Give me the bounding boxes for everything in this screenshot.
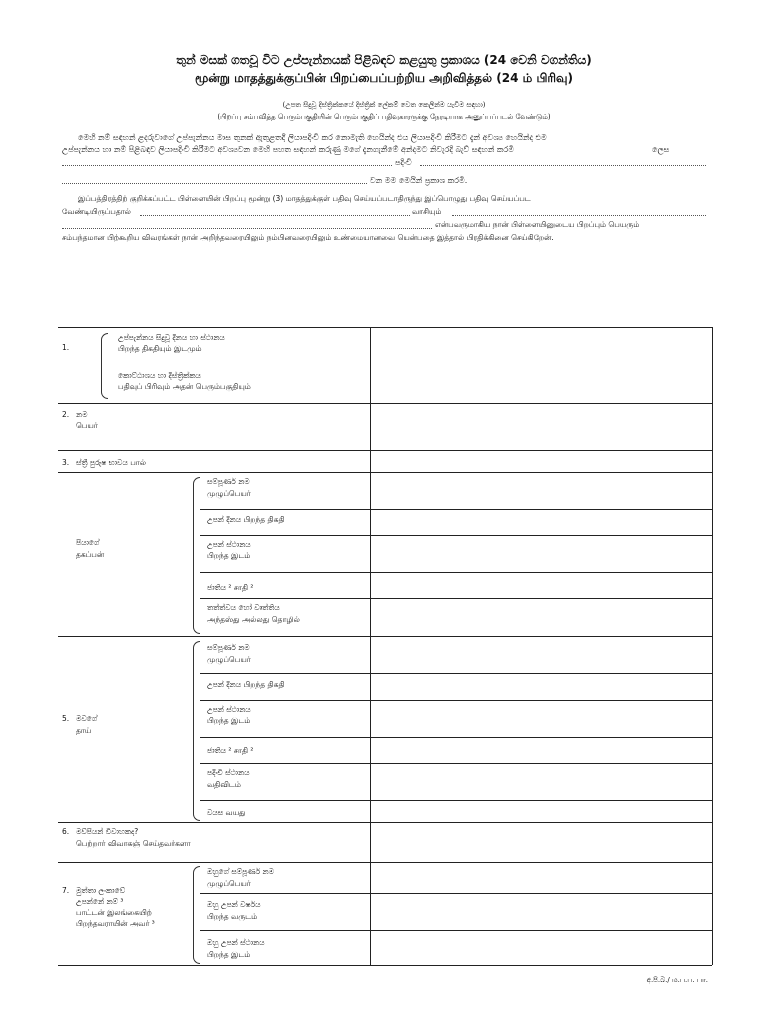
tamil-line-4: சம்பந்தமான பிற்கூறிய விவரங்கள் நான் அறிந்தவரையிலும் நம்பினவரையிலும் உண்மையானவை யென்பதை இத்தால் பிரதிக்கினை செய்கிறேன். xyxy=(62,233,554,242)
tamil-blank-1[interactable] xyxy=(140,215,410,216)
row-number-7: 7. xyxy=(62,886,70,895)
declaration-line-3-end: පදිංචි xyxy=(395,158,412,167)
mother-label: මවගේ xyxy=(76,714,98,723)
grandfather-birth-year-label-ta: பிறந்த வருடம் xyxy=(207,912,258,921)
parents-married-label-ta: பெற்றார் விவாகஞ் செய்தவர்களா xyxy=(76,839,191,848)
father-race-label: ජාතිය ² சாதி ² xyxy=(207,583,254,592)
mother-age-label: වයස வயது xyxy=(207,808,246,817)
father-birth-place-label-ta: பிறந்த இடம் xyxy=(207,551,251,560)
birth-date-place-label: උප්පැන්නය සිදුවූ දිනය හා ස්ථානය xyxy=(118,333,225,342)
father-full-name-label-ta: முழுப்பெயர் xyxy=(207,489,251,498)
answer-birth-date-place[interactable] xyxy=(372,329,710,401)
declaration-blank-1[interactable] xyxy=(62,165,392,166)
grandfather-full-name-label-ta: முழுப்பெயர் xyxy=(207,879,251,888)
grandfather-label-2: උපන්නේ නම් ³ xyxy=(76,897,124,906)
tamil-line-2-end: வாசியும் xyxy=(412,207,442,216)
grandfather-birth-year-label: ඔහු උපන් වර්ෂය xyxy=(207,900,261,909)
grandfather-brace xyxy=(193,866,200,964)
tamil-line-1: இப்பத்திரத்திற் குறிக்கப்பட்ட பிள்ளையின் பிறப்பு மூன்று (3) மாதத்துக்குள் பதிவு செய்யப்படாதிருந்து இப்பொழுது பதிவு செய்யப்பட xyxy=(78,194,531,203)
mother-birth-place-label-ta: பிறந்த இடம் xyxy=(207,716,251,725)
name-label: නම xyxy=(76,410,88,419)
grandfather-label-ta-2: பிறந்தவராயின் அவர் ³ xyxy=(76,919,155,928)
mother-brace xyxy=(193,641,200,821)
answer-parents-married[interactable] xyxy=(372,824,710,860)
birth-date-place-label-ta: பிறந்த திகதியும் இடமும் xyxy=(118,344,202,353)
answer-father-details[interactable] xyxy=(372,474,710,634)
mother-residence-label: පදිංචි ස්ථානය xyxy=(207,768,250,777)
grandfather-full-name-label: ඔහුගේ සම්පූර්ණ නම xyxy=(207,867,274,876)
division-district-label-ta: பதிவுப் பிரிவும் அதன் பெரும்பகுதியும் xyxy=(118,382,251,391)
row-number-6: 6. xyxy=(62,827,70,836)
row1-brace xyxy=(101,333,108,399)
father-occupation-label: තත්ත්වය හෝ වෘත්තිය xyxy=(207,603,280,612)
subtitle-sinhala: (උපත සිදුවූ දිස්ත්‍රික්කයේ දිස්ත්‍රික් ලේකම් වෙත කෙලින්ම යැවිම සඳහා) xyxy=(282,101,486,109)
grandfather-birth-place-label-ta: பிறந்த இடம் xyxy=(207,950,251,959)
form-code: අ.පි.බ./ ம.ப.ப. பா. xyxy=(646,976,708,984)
grandfather-label-1: මුත්තා ලංකාවේ xyxy=(76,886,126,895)
tamil-line-2-start: வேண்டியிருப்பதால் xyxy=(62,207,131,216)
tamil-blank-3[interactable] xyxy=(62,228,432,229)
answer-name[interactable] xyxy=(372,405,710,448)
declaration-line-1: මෙහි නම් සඳහන් ළදරුවාගේ උප්පැන්නය මාස තුනක් ඇතුළතදී ලියාපදිංචි කර නොමැති හෙයින්ද එය ලියාපදිංචි කිරීමට දැන් අවශ්‍ය හෙයින්ද එම xyxy=(78,133,547,142)
parents-married-label: මව්පියන් විවාහකද? xyxy=(76,827,139,836)
row-number-1: 1. xyxy=(62,343,70,352)
answer-grandfather-details[interactable] xyxy=(372,864,710,963)
mother-full-name-label: සම්පූර්ණ නම xyxy=(207,643,250,652)
declaration-blank-2[interactable] xyxy=(420,165,706,166)
answer-gender[interactable] xyxy=(372,452,710,470)
form-title-sinhala: තුන් මසක් ගතවූ විට උප්පැන්නයක් පිළිබඳව කළයුතු ප්‍රකාශය (24 වෙනි වගන්තිය) xyxy=(176,53,592,67)
mother-birth-place-label: උපන් ස්ථානය xyxy=(207,705,251,714)
father-occupation-label-ta: அந்தஸ்து அல்லது தொழில் xyxy=(207,615,300,624)
row-number-3: 3. xyxy=(62,458,70,467)
row-number-5: 5. xyxy=(62,714,70,723)
father-brace xyxy=(193,477,200,634)
father-full-name-label: සම්පූර්ණ නම xyxy=(207,477,250,486)
row-number-2: 2. xyxy=(62,410,70,419)
answer-mother-details[interactable] xyxy=(372,638,710,820)
grandfather-label-ta-1: பாட்டன் இலங்கையிற் xyxy=(76,908,152,917)
tamil-line-3-end: என்பவருமாகிய நான் பிள்ளையினுடைய பிறப்பும் பெயரும் xyxy=(435,220,640,229)
father-label: පියාගේ xyxy=(76,538,100,547)
father-birth-date-label: උපන් දිනය பிறந்த திகதி xyxy=(207,515,285,524)
subtitle-tamil: (பிறப்பு சம்பவித்த பெரும்பகுதியின் பெரும்பகுதிப் பதிவுகாரருக்கு நேரடியாக அனுப்பப்படல் வேண்டும்) xyxy=(217,113,551,121)
declaration-line-2-end: ලෙස xyxy=(652,145,670,154)
declaration-line-4-end: වන මම මෙයින් ප්‍රකාශ කරමි. xyxy=(370,176,468,185)
mother-birth-date-label: උපන් දිනය பிறந்த திகதி xyxy=(207,680,285,689)
gender-label: ස්ත්‍රී පුරුෂ භාවය பால் xyxy=(76,458,146,467)
tamil-blank-2[interactable] xyxy=(452,215,706,216)
name-label-ta: பெயர் xyxy=(76,421,98,430)
grandfather-birth-place-label: ඔහු උපන් ස්ථානය xyxy=(207,938,265,947)
mother-race-label: ජාතිය ² சாதி ² xyxy=(207,746,254,755)
father-birth-place-label: උපන් ස්ථානය xyxy=(207,540,251,549)
mother-label-ta: தாய் xyxy=(76,726,92,735)
father-label-ta: தகப்பன் xyxy=(76,550,105,559)
declaration-blank-3[interactable] xyxy=(62,183,367,184)
declaration-line-2: උප්පැන්නය හා නම් පිළිබඳව ලියාපදිංචි කිරීමට අවශ්‍යවන මෙහි පහත සඳහන් කරුණු මගේ දැනගැනීමේ අන්දමට නිවැරදි බැව් සඳහන් කරමි xyxy=(62,145,514,154)
mother-full-name-label-ta: முழுப்பெயர் xyxy=(207,655,251,664)
mother-residence-label-ta: வதிவிடம் xyxy=(207,780,241,789)
form-title-tamil: மூன்று மாதத்துக்குப்பின் பிறப்பைப்பற்றிய அறிவித்தல் (24 ம் பிரிவு) xyxy=(194,71,574,85)
division-district-label: කොට්ඨාශය හා දිස්ත්‍රික්කය xyxy=(118,371,201,380)
